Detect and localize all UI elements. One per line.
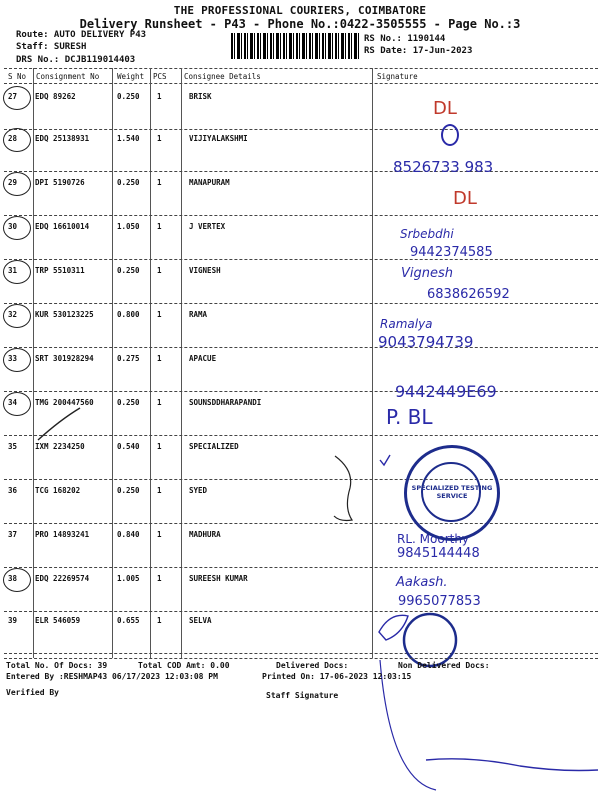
row-consignment: TRP 5510311 <box>35 266 85 275</box>
row-sno: 39 <box>8 616 18 625</box>
row-sno: 35 <box>8 442 18 451</box>
row-weight: 0.800 <box>117 310 140 319</box>
row-pcs: 1 <box>157 310 162 319</box>
non-delivered-docs: Non Delivered Docs: <box>398 661 490 670</box>
row-consignee: SELVA <box>189 616 212 625</box>
staff-label: Staff: SURESH <box>16 42 87 52</box>
row-consignee: SPECIALIZED <box>189 442 239 451</box>
handwritten-phone-38: 9965077853 <box>398 594 481 609</box>
row-pcs: 1 <box>157 178 162 187</box>
rs-number: RS No.: 1190144 <box>364 34 446 44</box>
row-consignment: TCG 168202 <box>35 486 81 495</box>
company-seal-stamp <box>404 445 500 541</box>
handwritten-phone-28: 8526733 983 <box>393 158 494 176</box>
row-sno: 33 <box>8 354 18 363</box>
row-weight: 1.050 <box>117 222 140 231</box>
row-pcs: 1 <box>157 222 162 231</box>
row-consignee: MANAPURAM <box>189 178 230 187</box>
row-pcs: 1 <box>157 398 162 407</box>
runsheet-title: Delivery Runsheet - P43 - Phone No.:0422-3505555 - Page No.:3 <box>79 17 521 31</box>
handwritten-dl-mark: DL <box>433 98 457 119</box>
row-sno: 36 <box>8 486 18 495</box>
handwritten-phone-34: 9442449E69 <box>395 382 497 401</box>
row-sno: 28 <box>8 134 18 143</box>
col-header-consignment: Consignment No <box>36 72 100 81</box>
row-weight: 0.275 <box>117 354 140 363</box>
handwritten-signature-30: Srbebdhi <box>400 227 454 241</box>
row-pcs: 1 <box>157 616 162 625</box>
col-header-weight: Weight <box>117 72 145 81</box>
row-pcs: 1 <box>157 574 162 583</box>
row-weight: 0.655 <box>117 616 140 625</box>
handwritten-signature-37: RL. Moorthy <box>397 532 470 546</box>
row-consignee: BRISK <box>189 92 212 101</box>
row-consignee: SUREESH KUMAR <box>189 574 248 583</box>
row-weight: 0.250 <box>117 266 140 275</box>
route-label: Route: AUTO DELIVERY P43 <box>16 30 147 40</box>
row-pcs: 1 <box>157 134 162 143</box>
rs-date: RS Date: 17-Jun-2023 <box>364 46 473 56</box>
staff-signature: Staff Signature <box>266 691 339 700</box>
row-consignment: IXM 2234250 <box>35 442 85 451</box>
handwritten-phone-37: 9845144448 <box>397 546 480 561</box>
table-bottom-rule <box>4 658 598 659</box>
row-consignee: VIGNESH <box>189 266 221 275</box>
row-sno: 31 <box>8 266 18 275</box>
verified-by: Verified By <box>6 688 59 697</box>
handwritten-signature-38: Aakash. <box>396 575 448 590</box>
handwritten-dl-mark: DL <box>453 188 477 209</box>
row-pcs: 1 <box>157 92 162 101</box>
row-sno: 37 <box>8 530 18 539</box>
row-weight: 0.840 <box>117 530 140 539</box>
handwritten-phone-31: 6838626592 <box>427 287 510 302</box>
row-weight: 1.540 <box>117 134 140 143</box>
row-consignee: SOUNSDDHARAPANDI <box>189 398 262 407</box>
row-consignee: J VERTEX <box>189 222 226 231</box>
col-header-pcs: PCS <box>153 72 167 81</box>
row-weight: 0.250 <box>117 92 140 101</box>
drs-number: DRS No.: DCJB119014403 <box>16 55 136 65</box>
row-consignee: RAMA <box>189 310 208 319</box>
row-consignment: PRO 14893241 <box>35 530 90 539</box>
handwritten-signature-34: P. BL <box>386 405 433 429</box>
seal-text: SPECIALIZED TESTING SERVICE <box>411 484 493 500</box>
handwritten-phone-30: 9442374585 <box>410 245 493 260</box>
row-consignment: KUR 530123225 <box>35 310 94 319</box>
row-consignee: MADHURA <box>189 530 221 539</box>
row-pcs: 1 <box>157 354 162 363</box>
total-cod: Total COD Amt: 0.00 <box>138 661 230 670</box>
row-sno: 32 <box>8 310 18 319</box>
handwritten-signature-31: Vignesh <box>401 266 454 281</box>
row-weight: 0.250 <box>117 398 140 407</box>
row-pcs: 1 <box>157 530 162 539</box>
col-header-signature: Signature <box>377 72 418 81</box>
row-pcs: 1 <box>157 442 162 451</box>
col-header-sno: S No <box>8 72 27 81</box>
row-sno: 30 <box>8 222 18 231</box>
row-consignment: ELR 546059 <box>35 616 81 625</box>
company-title: THE PROFESSIONAL COURIERS, COIMBATORE <box>173 4 427 17</box>
printed-on: Printed On: 17-06-2023 12:03:15 <box>262 672 412 681</box>
row-consignment: DPI 5190726 <box>35 178 85 187</box>
row-consignment: TMG 200447560 <box>35 398 94 407</box>
delivered-docs: Delivered Docs: <box>276 661 349 670</box>
row-pcs: 1 <box>157 486 162 495</box>
row-weight: 0.540 <box>117 442 140 451</box>
row-weight: 1.005 <box>117 574 140 583</box>
row-sno: 34 <box>8 398 18 407</box>
row-sno: 27 <box>8 92 18 101</box>
row-weight: 0.250 <box>117 178 140 187</box>
row-sno: 29 <box>8 178 18 187</box>
entered-by: Entered By :RESHMAP43 06/17/2023 12:03:08 PM <box>6 672 218 681</box>
row-consignment: EDQ 89262 <box>35 92 76 101</box>
row-consignment: EDQ 25138931 <box>35 134 90 143</box>
handwritten-signature-32: Ramalya <box>380 317 433 331</box>
row-consignment: EDQ 16610014 <box>35 222 90 231</box>
row-consignee: VIJIYALAKSHMI <box>189 134 248 143</box>
row-consignee: SYED <box>189 486 208 495</box>
row-consignment: SRT 301928294 <box>35 354 94 363</box>
total-docs: Total No. Of Docs: 39 <box>6 661 108 670</box>
row-consignment: EDQ 22269574 <box>35 574 90 583</box>
row-consignee: APACUE <box>189 354 217 363</box>
handwritten-phone-32: 9043794739 <box>378 333 474 351</box>
row-sno: 38 <box>8 574 18 583</box>
row-pcs: 1 <box>157 266 162 275</box>
col-header-consignee: Consignee Details <box>184 72 261 81</box>
row-weight: 0.250 <box>117 486 140 495</box>
